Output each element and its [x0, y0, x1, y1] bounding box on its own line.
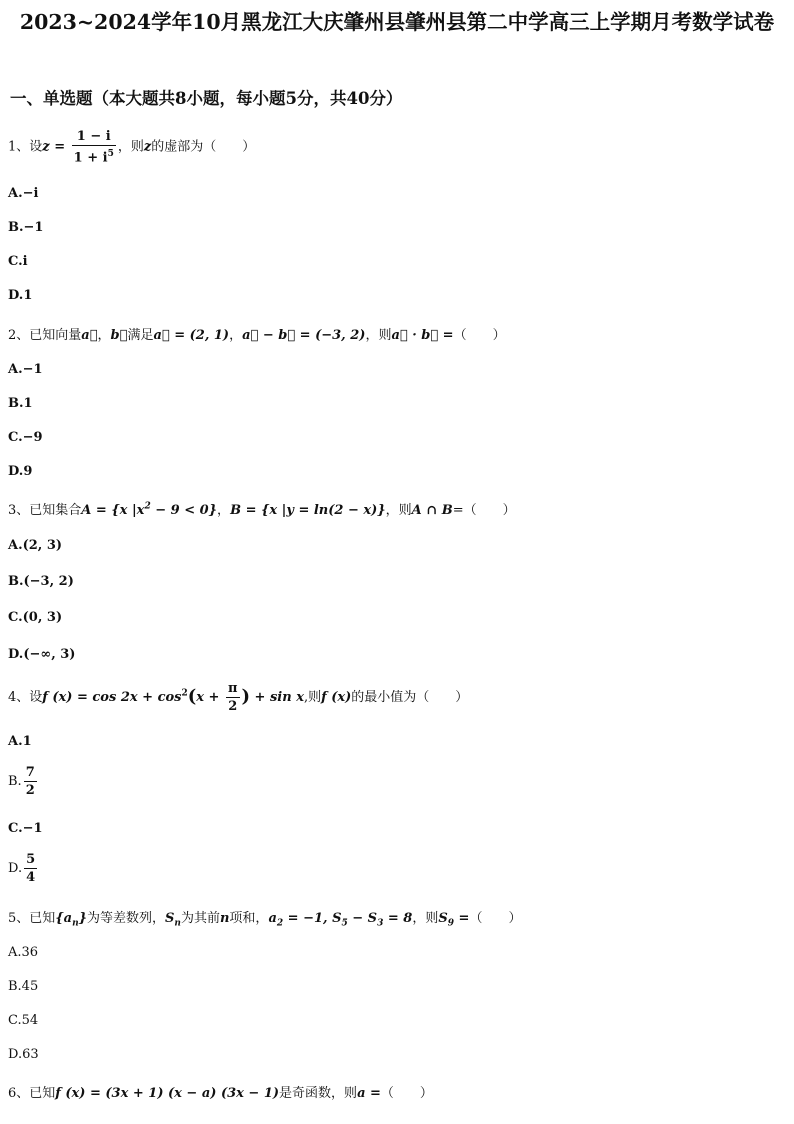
q6-prefix: 6、已知: [8, 1086, 56, 1101]
q6-text1: 是奇函数，则: [279, 1086, 358, 1101]
q2-text2: ，则: [365, 328, 392, 343]
q5-seq-close: }: [78, 911, 87, 926]
q4-option-b-fraction: [24, 764, 37, 799]
q3-text2: ，则: [385, 503, 412, 518]
q5-s9-sub: 9: [447, 918, 455, 929]
q4-exp: 2: [181, 688, 188, 699]
q5-sn-sub: n: [174, 918, 181, 929]
q6-suffix: （ ）: [380, 1086, 433, 1101]
q3-option-d[interactable]: D.(−∞, 3): [8, 647, 76, 662]
question-6: [8, 1082, 433, 1101]
q3-set-a-left: A = {x |x: [81, 503, 145, 518]
q1-var: z: [42, 139, 50, 155]
q1-mid: ，则: [117, 139, 144, 155]
q3-option-a[interactable]: A.(2, 3): [8, 538, 63, 553]
q5-cond-s5-sub: 5: [341, 918, 348, 929]
q5-sn: [165, 911, 181, 929]
q4-pi-num: π: [227, 681, 238, 696]
q5-cond-a-rest: = −1, S: [283, 911, 342, 926]
q1-var2: z: [143, 139, 152, 155]
q5-s9-base: S: [438, 911, 448, 926]
question-2: [8, 324, 506, 343]
q1-numerator: 1 − i: [72, 128, 116, 146]
q4-option-d-num: 5: [26, 852, 36, 867]
question-3: [8, 499, 516, 518]
q4-fx: f (x): [321, 690, 352, 705]
q5-seq-open: {a: [55, 911, 73, 926]
q5-option-c[interactable]: C.54: [8, 1013, 39, 1028]
q5-s9-eq: =: [454, 911, 470, 926]
q4-option-d-prefix: D.: [8, 861, 23, 876]
q5-cond-a-sub: 2: [276, 918, 284, 929]
q4-f-right: + sin x: [250, 690, 304, 705]
q2-option-d[interactable]: D.9: [8, 464, 33, 479]
q4-prefix: 4、设: [8, 690, 43, 705]
q5-text2: 为其前: [180, 911, 220, 926]
q1-denominator: [72, 146, 116, 166]
q3-prefix: 3、已知集合: [8, 503, 82, 518]
q5-option-a[interactable]: A.36: [8, 945, 39, 960]
question-1: [8, 128, 255, 166]
q2-expr1: a⃗ = (2, 1): [153, 328, 230, 343]
q3-sep: ，: [217, 503, 231, 518]
q3-set-b: B = {x |y = ln(2 − x)}: [230, 503, 386, 518]
q3-set-a-right: − 9 < 0}: [150, 503, 218, 518]
q2-expr2: a⃗ − b⃗ = (−3, 2): [242, 328, 366, 343]
q4-option-b-den: 2: [25, 783, 35, 798]
q4-paren-close: ): [241, 686, 251, 707]
q3-set-a: [81, 503, 217, 518]
q4-option-d-fraction: [24, 851, 37, 886]
q1-fraction: [72, 128, 116, 166]
q5-text3: 项和，: [229, 911, 269, 926]
q6-var-a: a =: [357, 1086, 381, 1101]
q2-option-b[interactable]: B.1: [8, 396, 33, 411]
q4-paren-open: (: [187, 686, 197, 707]
q2-text1: 满足: [127, 328, 154, 343]
q1-option-c[interactable]: C.i: [8, 254, 28, 269]
q4-f-left: f (x) = cos 2x + cos: [42, 690, 182, 705]
q2-prefix: 2、已知向量: [8, 328, 82, 343]
q4-option-b-num: 7: [25, 765, 35, 780]
q2-suffix: （ ）: [453, 328, 506, 343]
q4-pi-den: 2: [228, 699, 238, 714]
q5-text1: 为等差数列，: [87, 911, 166, 926]
q2-option-c[interactable]: C.−9: [8, 430, 43, 445]
q1-suffix: 的虚部为（ ）: [151, 139, 256, 155]
q4-suffix: 的最小值为（ ）: [351, 690, 469, 705]
q1-eq: =: [49, 139, 70, 155]
q5-text4: ，则: [412, 911, 439, 926]
q5-sn-base: S: [165, 911, 175, 926]
q5-cond-a: a: [268, 911, 277, 926]
q1-option-d[interactable]: D.1: [8, 288, 33, 303]
q5-n: n: [219, 911, 230, 926]
q5-cond-minus: − S: [347, 911, 378, 926]
q1-option-b[interactable]: B.−1: [8, 220, 44, 235]
q3-expr: A ∩ B: [411, 503, 453, 518]
q3-suffix: =（ ）: [452, 503, 516, 518]
q5-seq: [55, 911, 87, 929]
q4-option-d-den: 4: [26, 870, 36, 885]
q2-expr3: a⃗ · b⃗ =: [391, 328, 454, 343]
q5-cond-s3-sub: 3: [377, 918, 384, 929]
q5-condition: [268, 911, 413, 929]
q4-option-d[interactable]: [8, 851, 39, 886]
q2-option-a[interactable]: A.−1: [8, 362, 43, 377]
q2-vec-b: b⃗: [110, 328, 128, 343]
question-4: [8, 680, 468, 715]
q4-option-b-prefix: B.: [8, 774, 22, 789]
q5-seq-sub: n: [72, 918, 79, 929]
q4-option-c[interactable]: C.−1: [8, 821, 43, 836]
q1-den-base: 1 + i: [73, 150, 108, 166]
q6-expr: f (x) = (3x + 1) (x − a) (3x − 1): [55, 1086, 280, 1101]
q5-cond-rest: = 8: [383, 911, 413, 926]
q5-prefix: 5、已知: [8, 911, 56, 926]
q2-vec-a: a⃗: [81, 328, 98, 343]
question-5: [8, 907, 521, 929]
q3-set-a-exp: 2: [144, 501, 151, 512]
q1-den-exp: 5: [107, 149, 114, 159]
document-title: 2023~2024学年10月黑龙江大庆肇州县肇州县第二中学高三上学期月考数学试卷: [19, 10, 775, 34]
q4-pi-fraction: [226, 680, 240, 715]
q2-sep: ，: [97, 328, 111, 343]
section-heading: 一、单选题（本大题共8小题，每小题5分，共40分）: [10, 89, 403, 108]
q3-option-b[interactable]: B.(−3, 2): [8, 574, 74, 589]
q5-option-b[interactable]: B.45: [8, 979, 39, 994]
q1-option-a[interactable]: A.−i: [8, 186, 39, 201]
q3-option-c[interactable]: C.(0, 3): [8, 610, 63, 625]
q1-prefix: 1、设: [8, 139, 43, 155]
q5-suffix: （ ）: [469, 911, 522, 926]
q4-paren-inner: x +: [196, 690, 224, 705]
q4-option-a[interactable]: A.1: [8, 734, 32, 749]
q4-text2: ,则: [303, 690, 322, 705]
q2-sep2: ，: [229, 328, 243, 343]
q5-s9: [438, 911, 470, 929]
q5-option-d[interactable]: D.63: [8, 1047, 39, 1062]
q4-option-b[interactable]: [8, 764, 39, 799]
